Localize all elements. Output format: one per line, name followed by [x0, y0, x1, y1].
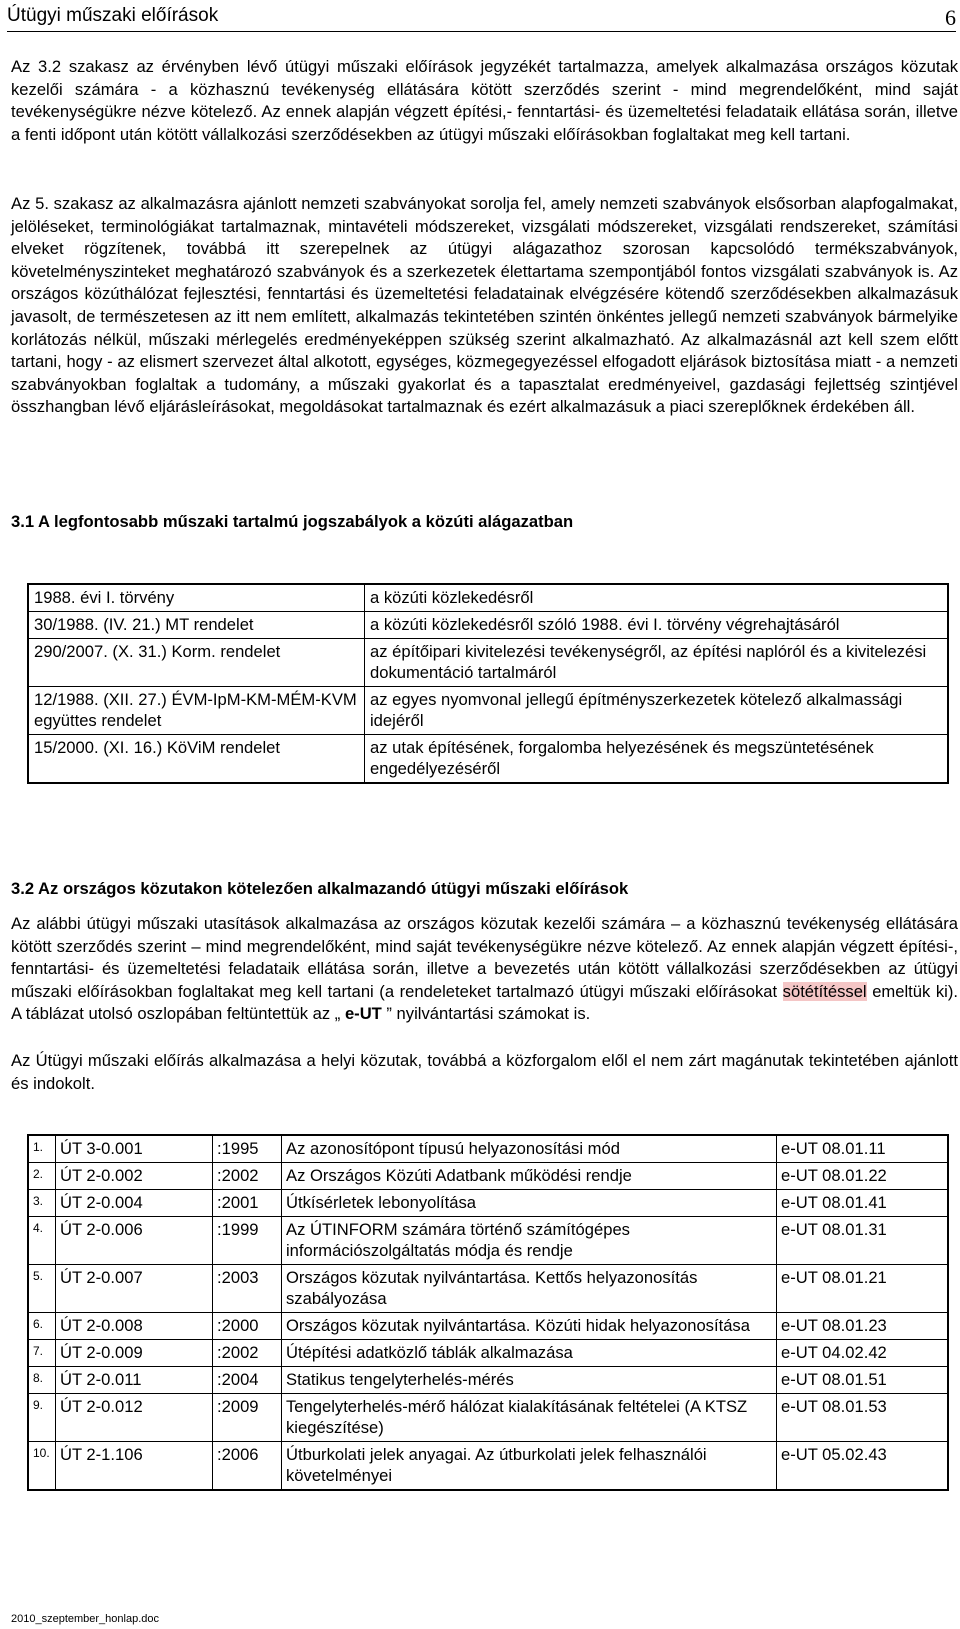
paragraph-local-roads: Az Útügyi műszaki előírás alkalmazása a helyi közutak, továbbá a közforgalom elől el nem zárt magánutak tekintetében ajánlott és indokolt.	[11, 1051, 958, 1093]
spec-year: :2001	[213, 1190, 282, 1217]
row-number: 7.	[28, 1340, 56, 1367]
spec-year: :2003	[213, 1265, 282, 1313]
spec-code: ÚT 3-0.001	[56, 1135, 213, 1163]
spec-eut: e-UT 08.01.51	[777, 1367, 949, 1394]
document-title: Útügyi műszaki előírások	[7, 5, 219, 26]
spec-eut: e-UT 05.02.43	[777, 1442, 949, 1491]
spec-title: Útépítési adatközlő táblák alkalmazása	[282, 1340, 777, 1367]
spec-code: ÚT 2-0.011	[56, 1367, 213, 1394]
paragraph-text: Az alábbi útügyi műszaki utasítások alkalmazása az országos közutak kezelői számára – a közhasznú tevékenység ellátására kötött szerződés szerint – mind megrendelőként, mind saját tevékenységükre nézve kötelező. Az ennek alapján végzett építési-, fenntartási- és üzemeltetési feladataik ellátása során, illetve a bevezetés után kötött vállalkozási szerződésekben az útügyi műszaki előírásokban foglaltakat meg kell tartani (a rendeleteket tartalmazó útügyi műszaki előírásokat	[11, 914, 958, 1001]
table-row	[28, 735, 948, 784]
spec-code: ÚT 2-0.012	[56, 1394, 213, 1442]
spec-eut: e-UT 08.01.22	[777, 1163, 949, 1190]
spec-title: Az azonosítópont típusú helyazonosítási mód	[282, 1135, 777, 1163]
spec-year: :2006	[213, 1442, 282, 1491]
paragraph-section-5-intro: Az 5. szakasz az alkalmazásra ajánlott nemzeti szabványokat sorolja fel, amely nemzeti szabványok elsősorban alapfogalmakat, jelöléseket, terminológiákat tartalmaznak, mintavételi módszereket, vizsgálati módszereket, vizsgálati rendszereket, számítási elveket rögzítenek, továbbá itt szerepelnek az útügyi alágazathoz szorosan kapcsolódó termékszabványok, követelményszinteket meghatározó szabványok és a szerkezetek élettartama szempontjából fontos vizsgálati szabványok is. Az országos közúthálózat fejlesztési, fenntartási és üzemeltetési feladatainak elvégzésére kötendő szerződésekben alkalmazásuk javasolt, de természetesen az itt nem említett, alkalmazás tekintetében szintén önkéntes jellegű nemzeti szabványok bármelyike korlátozás nélkül, műszaki mérlegelés eredményeképpen szükség szerint alkalmazható. Az alkalmazásnál azt kell szem előtt tartani, hogy - az elismert szervezet által alkotott, egységes, közmegegyezéssel elfogadott eljárások biztosítása miatt - a nemzeti szabványokban foglaltak a tudomány, a műszaki gyakorlat és a tapasztalat eredményeivel, gazdasági fejlettség szintjével összhangban lévő eljárásleírásokat, megoldásokat tartalmaznak és ezért alkalmazásuk a piaci szereplőknek érdekében áll.	[11, 194, 958, 417]
row-number: 10.	[28, 1442, 56, 1491]
spec-title: Statikus tengelyterhelés-mérés	[282, 1367, 777, 1394]
spec-eut: e-UT 08.01.53	[777, 1394, 949, 1442]
table-row	[28, 612, 948, 639]
spec-year: :2009	[213, 1394, 282, 1442]
law-title: az egyes nyomvonal jellegű építményszerkezetek kötelező alkalmassági idejéről	[365, 687, 949, 735]
laws-table	[27, 583, 949, 784]
table-row	[28, 1265, 948, 1313]
spec-eut: e-UT 08.01.31	[777, 1217, 949, 1265]
law-ref: 15/2000. (XI. 16.) KöViM rendelet	[28, 735, 365, 784]
spec-eut: e-UT 08.01.21	[777, 1265, 949, 1313]
highlighted-text: sötétítéssel	[782, 981, 867, 1001]
spec-title: Az ÚTINFORM számára történő számítógépes információszolgáltatás módja és rendje	[282, 1217, 777, 1265]
law-title: a közúti közlekedésről	[365, 584, 949, 612]
spec-title: Tengelyterhelés-mérő hálózat kialakításának feltételei (A KTSZ kiegészítése)	[282, 1394, 777, 1442]
law-ref: 290/2007. (X. 31.) Korm. rendelet	[28, 639, 365, 687]
spec-year: :2004	[213, 1367, 282, 1394]
law-ref: 12/1988. (XII. 27.) ÉVM-IpM-KM-MÉM-KVM együttes rendelet	[28, 687, 365, 735]
row-number: 8.	[28, 1367, 56, 1394]
table-row	[28, 584, 948, 612]
bold-text: e-UT	[344, 1004, 382, 1024]
specifications-table	[27, 1134, 949, 1491]
table-row	[28, 1367, 948, 1394]
spec-code: ÚT 2-0.008	[56, 1313, 213, 1340]
law-ref: 1988. évi I. törvény	[28, 584, 365, 612]
paragraph-section-3-2-body	[11, 913, 958, 1026]
heading-3-2: 3.2 Az országos közutakon kötelezően alkalmazandó útügyi műszaki előírások	[11, 879, 629, 898]
paragraph-section-3-2-intro: Az 3.2 szakasz az érvényben lévő útügyi műszaki előírások jegyzékét tartalmazza, amelyek alkalmazása országos közutak kezelői számára - a közhasznú tevékenység ellátására kötött szerződés szerint - mind megrendelőként, mind saját tevékenységükre nézve kötelező. Az ennek alapján végzett építési,- fenntartási- és üzemeltetési feladataik ellátása során, illetve a fenti időpont után kötött vállalkozási szerződésekben az útügyi műszaki előírásokban foglaltakat meg kell tartani.	[11, 57, 958, 144]
spec-year: :1995	[213, 1135, 282, 1163]
table-row	[28, 639, 948, 687]
spec-eut: e-UT 08.01.41	[777, 1190, 949, 1217]
row-number: 4.	[28, 1217, 56, 1265]
spec-code: ÚT 2-0.007	[56, 1265, 213, 1313]
spec-eut: e-UT 08.01.11	[777, 1135, 949, 1163]
table-row	[28, 1340, 948, 1367]
paragraph-text: emeltük ki). A táblázat utolsó oszlopában feltüntettük az „	[11, 981, 958, 1024]
heading-3-1: 3.1 A legfontosabb műszaki tartalmú jogszabályok a közúti alágazatban	[11, 512, 574, 531]
law-title: a közúti közlekedésről szóló 1988. évi I. törvény végrehajtásáról	[365, 612, 949, 639]
footer-filename: 2010_szeptember_honlap.doc	[11, 1613, 160, 1625]
law-ref: 30/1988. (IV. 21.) MT rendelet	[28, 612, 365, 639]
spec-title: Országos közutak nyilvántartása. Közúti hidak helyazonosítása	[282, 1313, 777, 1340]
row-number: 2.	[28, 1163, 56, 1190]
table-row	[28, 1163, 948, 1190]
table-row	[28, 1313, 948, 1340]
paragraph-text: ” nyilvántartási számokat is.	[381, 1004, 591, 1024]
table-row	[28, 1442, 948, 1491]
row-number: 6.	[28, 1313, 56, 1340]
table-row	[28, 687, 948, 735]
row-number: 5.	[28, 1265, 56, 1313]
table-row	[28, 1135, 948, 1163]
table-row	[28, 1394, 948, 1442]
row-number: 9.	[28, 1394, 56, 1442]
spec-code: ÚT 2-0.004	[56, 1190, 213, 1217]
table-row	[28, 1190, 948, 1217]
page-number: 6	[945, 5, 956, 30]
spec-year: :2002	[213, 1340, 282, 1367]
row-number: 1.	[28, 1135, 56, 1163]
table-row	[28, 1217, 948, 1265]
spec-year: :2002	[213, 1163, 282, 1190]
spec-year: :1999	[213, 1217, 282, 1265]
spec-code: ÚT 2-0.002	[56, 1163, 213, 1190]
spec-eut: e-UT 08.01.23	[777, 1313, 949, 1340]
spec-title: Országos közutak nyilvántartása. Kettős helyazonosítás szabályozása	[282, 1265, 777, 1313]
spec-title: Útburkolati jelek anyagai. Az útburkolati jelek felhasználói követelményei	[282, 1442, 777, 1491]
spec-eut: e-UT 04.02.42	[777, 1340, 949, 1367]
spec-year: :2000	[213, 1313, 282, 1340]
spec-code: ÚT 2-0.006	[56, 1217, 213, 1265]
spec-title: Útkísérletek lebonyolítása	[282, 1190, 777, 1217]
spec-code: ÚT 2-0.009	[56, 1340, 213, 1367]
page-header	[7, 0, 956, 32]
law-title: az építőipari kivitelezési tevékenységről, az építési naplóról és a kivitelezési dokumentáció tartalmáról	[365, 639, 949, 687]
law-title: az utak építésének, forgalomba helyezésének és megszüntetésének engedélyezéséről	[365, 735, 949, 784]
spec-code: ÚT 2-1.106	[56, 1442, 213, 1491]
spec-title: Az Országos Közúti Adatbank működési rendje	[282, 1163, 777, 1190]
row-number: 3.	[28, 1190, 56, 1217]
